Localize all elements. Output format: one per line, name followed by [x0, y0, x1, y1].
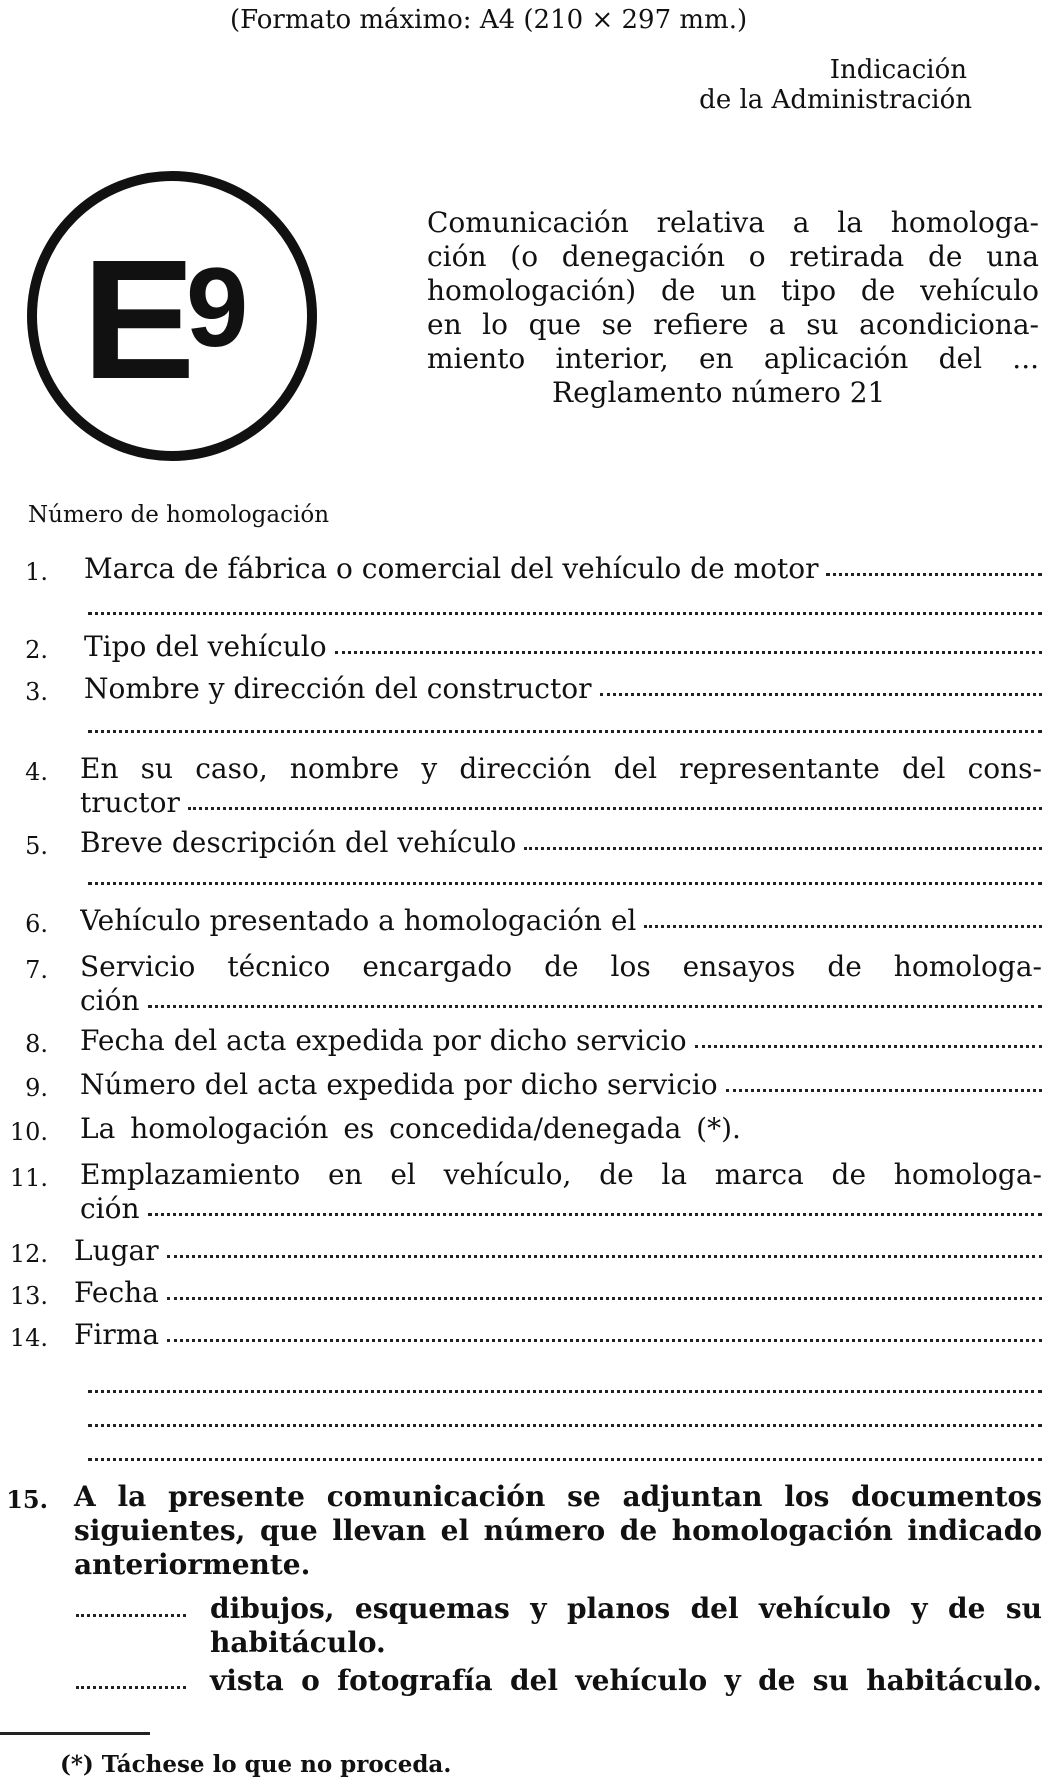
item-label: Lugar	[74, 1234, 159, 1267]
dotted-leader	[88, 1424, 1042, 1427]
item-label-line: En su caso, nombre y dirección del representante del cons-	[80, 752, 1042, 785]
item-label: Tipo del vehículo	[84, 630, 327, 663]
form-field-date[interactable]	[74, 1276, 1042, 1310]
dotted-leader	[167, 1255, 1042, 1258]
form-field-representative[interactable]	[80, 786, 1042, 820]
dotted-leader	[88, 1390, 1042, 1393]
attachments-intro	[74, 1480, 1042, 1548]
item-label-line: Emplazamiento en el vehículo, de la marca de homologa-	[80, 1158, 1042, 1191]
item-number: 3.	[25, 678, 48, 706]
attachment-drawings	[210, 1592, 1042, 1626]
dotted-leader	[148, 1213, 1042, 1216]
footnote-rule	[0, 1732, 150, 1735]
footnote: (*) Táchese lo que no proceda.	[60, 1751, 452, 1778]
form-field-mark-location[interactable]	[80, 1192, 1042, 1226]
item-label: Número del acta expedida por dicho servicio	[80, 1068, 718, 1101]
item-label: Fecha	[74, 1276, 159, 1309]
dotted-leader	[695, 1045, 1042, 1048]
item-number: 13.	[9, 1282, 48, 1310]
item-number: 8.	[25, 1030, 48, 1058]
item-label	[80, 1158, 1042, 1192]
form-field-description[interactable]	[80, 826, 1042, 860]
item-label: Breve descripción del vehículo	[80, 826, 517, 859]
emblem-letter: E	[82, 225, 196, 415]
item-number: 5.	[25, 832, 48, 860]
item-number: 15.	[6, 1485, 48, 1514]
form-field-report-date[interactable]	[80, 1024, 1042, 1058]
form-field-make[interactable]	[84, 552, 1042, 586]
communication-title	[427, 206, 1039, 376]
communication-line: Comunicación relativa a la homologa-	[427, 206, 1039, 239]
item-number: 12.	[9, 1240, 48, 1268]
approval-granted-refused[interactable]: La homologación es concedida/denegada (*).	[80, 1112, 741, 1145]
emblem-number: 9	[186, 245, 249, 370]
item-label	[80, 950, 1042, 984]
format-note: (Formato máximo: A4 (210 × 297 mm.)	[230, 5, 748, 35]
administration-label-line1: Indicación	[829, 55, 967, 85]
administration-label-line2: de la Administración	[699, 85, 972, 115]
item-label-line: siguientes, que llevan el número de homologación indicado	[74, 1514, 1042, 1547]
item-number: 14.	[9, 1324, 48, 1352]
attachment-line: habitáculo.	[210, 1626, 386, 1659]
attachment-checkbox-leader[interactable]	[76, 1686, 186, 1689]
item-label: Nombre y dirección del constructor	[84, 672, 592, 705]
dotted-leader	[167, 1339, 1042, 1342]
dotted-leader	[167, 1297, 1042, 1300]
item-label-line: Servicio técnico encargado de los ensayos de homologa-	[80, 950, 1042, 983]
form-field-signature[interactable]	[74, 1318, 1042, 1352]
item-label: Firma	[74, 1318, 160, 1351]
item-number: 11.	[9, 1164, 48, 1192]
communication-line: miento interior, en aplicación del ...	[427, 342, 1039, 375]
item-label: tructor	[80, 786, 180, 819]
dotted-leader	[88, 612, 1042, 615]
form-field-technical-service[interactable]	[80, 984, 1042, 1018]
dotted-leader	[726, 1089, 1042, 1092]
item-label: Marca de fábrica o comercial del vehículo de motor	[84, 552, 819, 585]
item-number: 9.	[25, 1074, 48, 1102]
item-number: 6.	[25, 910, 48, 938]
dotted-leader	[826, 573, 1042, 576]
e9-approval-mark-icon	[24, 168, 320, 464]
item-label-line: A la presente comunicación se adjuntan los documentos	[74, 1480, 1042, 1513]
item-label: Vehículo presentado a homologación el	[80, 904, 637, 937]
dotted-leader	[188, 807, 1042, 810]
dotted-leader	[88, 730, 1042, 733]
item-label: ción	[80, 1192, 140, 1225]
dotted-leader	[88, 1458, 1042, 1461]
attachment-line: vista o fotografía del vehículo y de su habitáculo.	[210, 1664, 1042, 1697]
dotted-leader	[88, 882, 1042, 885]
form-field-manufacturer[interactable]	[84, 672, 1042, 706]
attachment-photos	[210, 1664, 1042, 1698]
item-number: 10.	[9, 1118, 48, 1146]
dotted-leader	[335, 651, 1042, 654]
item-label: ción	[80, 984, 140, 1017]
approval-number-label: Número de homologación	[28, 502, 330, 528]
attachment-line: dibujos, esquemas y planos del vehículo y de su	[210, 1592, 1042, 1625]
item-number: 2.	[25, 636, 48, 664]
dotted-leader	[644, 925, 1042, 928]
form-field-vehicle-type[interactable]	[84, 630, 1042, 664]
item-label	[80, 752, 1042, 786]
form-field-report-number[interactable]	[80, 1068, 1042, 1102]
communication-regulation: Reglamento número 21	[552, 376, 886, 409]
item-number: 4.	[25, 758, 48, 786]
dotted-leader	[600, 693, 1043, 696]
item-label: Fecha del acta expedida por dicho servicio	[80, 1024, 687, 1057]
form-field-place[interactable]	[74, 1234, 1042, 1268]
dotted-leader	[524, 847, 1042, 850]
dotted-leader	[148, 1005, 1042, 1008]
communication-line: homologación) de un tipo de vehículo	[427, 274, 1039, 307]
communication-line: ción (o denegación o retirada de una	[427, 240, 1039, 273]
item-number: 7.	[25, 956, 48, 984]
form-field-presented-date[interactable]	[80, 904, 1042, 938]
attachment-checkbox-leader[interactable]	[76, 1614, 186, 1617]
item-label-line: anteriormente.	[74, 1548, 311, 1581]
item-number: 1.	[25, 558, 48, 586]
communication-line: en lo que se refiere a su acondiciona-	[427, 308, 1039, 341]
